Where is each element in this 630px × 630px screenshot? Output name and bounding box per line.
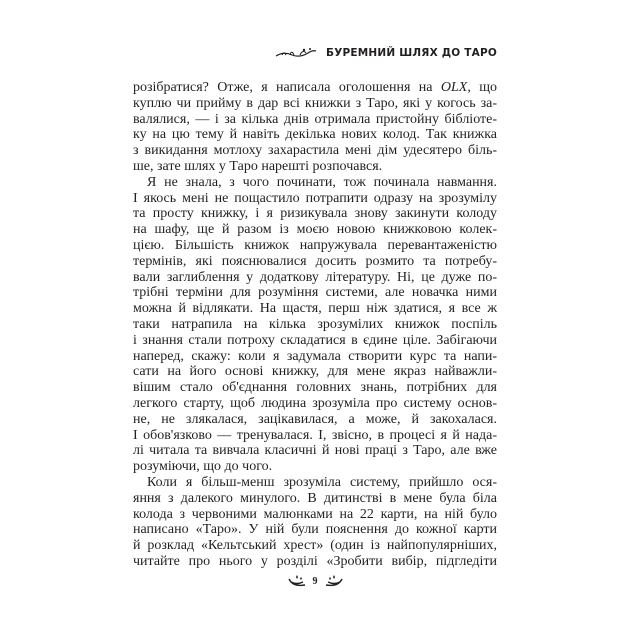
- text-line: термінів, які пояснювалися досить розмито та потребу-: [133, 253, 497, 269]
- text-line: валялися, — і за кілька днів отримала пристойну бібліоте-: [133, 111, 497, 127]
- text-line: ше, зате шлях у Таро нарешті розпочався.: [133, 158, 383, 174]
- text-line: на шафу, ще й разом із моєю новою книжковою колек-: [133, 222, 497, 238]
- text-line: сати на його основі книжку, для мене якраз найважли-: [133, 364, 497, 380]
- text-line: вали заглиблення у додаткову літературу. Ні, це дуже по-: [133, 269, 497, 285]
- crown-ornament-icon: [287, 573, 307, 589]
- body-text: [133, 80, 497, 570]
- page-footer: [0, 573, 630, 589]
- text-line: І обов'язково — тренувалася. І, звісно, в процесі я й нада-: [133, 427, 497, 443]
- text-line: трібні терміни для розуміння системи, але новачка ними: [133, 285, 497, 301]
- text-line: колода з червоними малюнками на 22 карти, на ній було: [133, 506, 497, 522]
- text-line: легкого старту, щоб людина зрозуміла про систему основ-: [133, 395, 497, 411]
- text-line: і знання стали потроху складатися в єдине ціле. Забігаючи: [133, 332, 497, 348]
- text-line: яння з далекого минулого. В дитинстві в мене була біла: [133, 490, 497, 506]
- text-line: написано «Таро». У ній були пояснення до кожної карти: [133, 522, 497, 538]
- text-line: не, не злякалася, зацікавилася, а може, й закохалася.: [133, 411, 497, 427]
- text-line: Я не знала, з чого починати, тож починала навмання.: [147, 174, 497, 190]
- text-line: вішим стало об'єднання головних знань, потрібних для: [133, 380, 497, 396]
- running-header: [274, 47, 497, 59]
- text-line: наперед, скажу: коли я задумала створити курс та напи-: [133, 348, 497, 364]
- text-line: лі читала та вивчала класичні й нові праці з Таро, але вже: [133, 443, 497, 459]
- text-line: таки натрапила на кілька зрозумілих книжок поспіль: [133, 316, 497, 332]
- crown-ornament-icon: [324, 573, 344, 589]
- text-line: куплю чи прийму в дар всі книжки з Таро, які у когось за-: [133, 95, 497, 111]
- text-line: й розклад «Кельтський хрест» (один із найпопулярніших,: [133, 538, 497, 554]
- text-line: ку на цю тему й навіть декілька нових колод. Так книжка: [133, 127, 497, 143]
- running-title: БУРЕМНИЙ ШЛЯХ ДО ТАРО: [325, 47, 497, 59]
- text-line: Коли я більш-менш зрозуміла систему, прийшло ося-: [147, 474, 497, 490]
- text-line: І якось мені не пощастило потрапити одразу на зрозумілу: [133, 190, 497, 206]
- floral-ornament-icon: [274, 47, 318, 59]
- text-line: з викидання мотлоху захарастила мені дім удесятеро біль-: [133, 143, 497, 159]
- text-line: розібратися? Отже, я написала оголошення на OLX, що: [133, 80, 497, 95]
- text-line: цією. Більшість книжок напружувала перевантаженістю: [133, 237, 497, 253]
- page-number: 9: [312, 575, 318, 587]
- text-line: розуміючи, що до чого.: [133, 459, 273, 475]
- text-line: можна й відлякати. На щастя, перш ніж здатися, я все ж: [133, 301, 497, 317]
- text-line: читайте про нього у розділі «Зробити вибір, підгледіти: [133, 553, 497, 569]
- text-line: та просту книжку, і я ризикувала знову закинути колоду: [133, 206, 497, 222]
